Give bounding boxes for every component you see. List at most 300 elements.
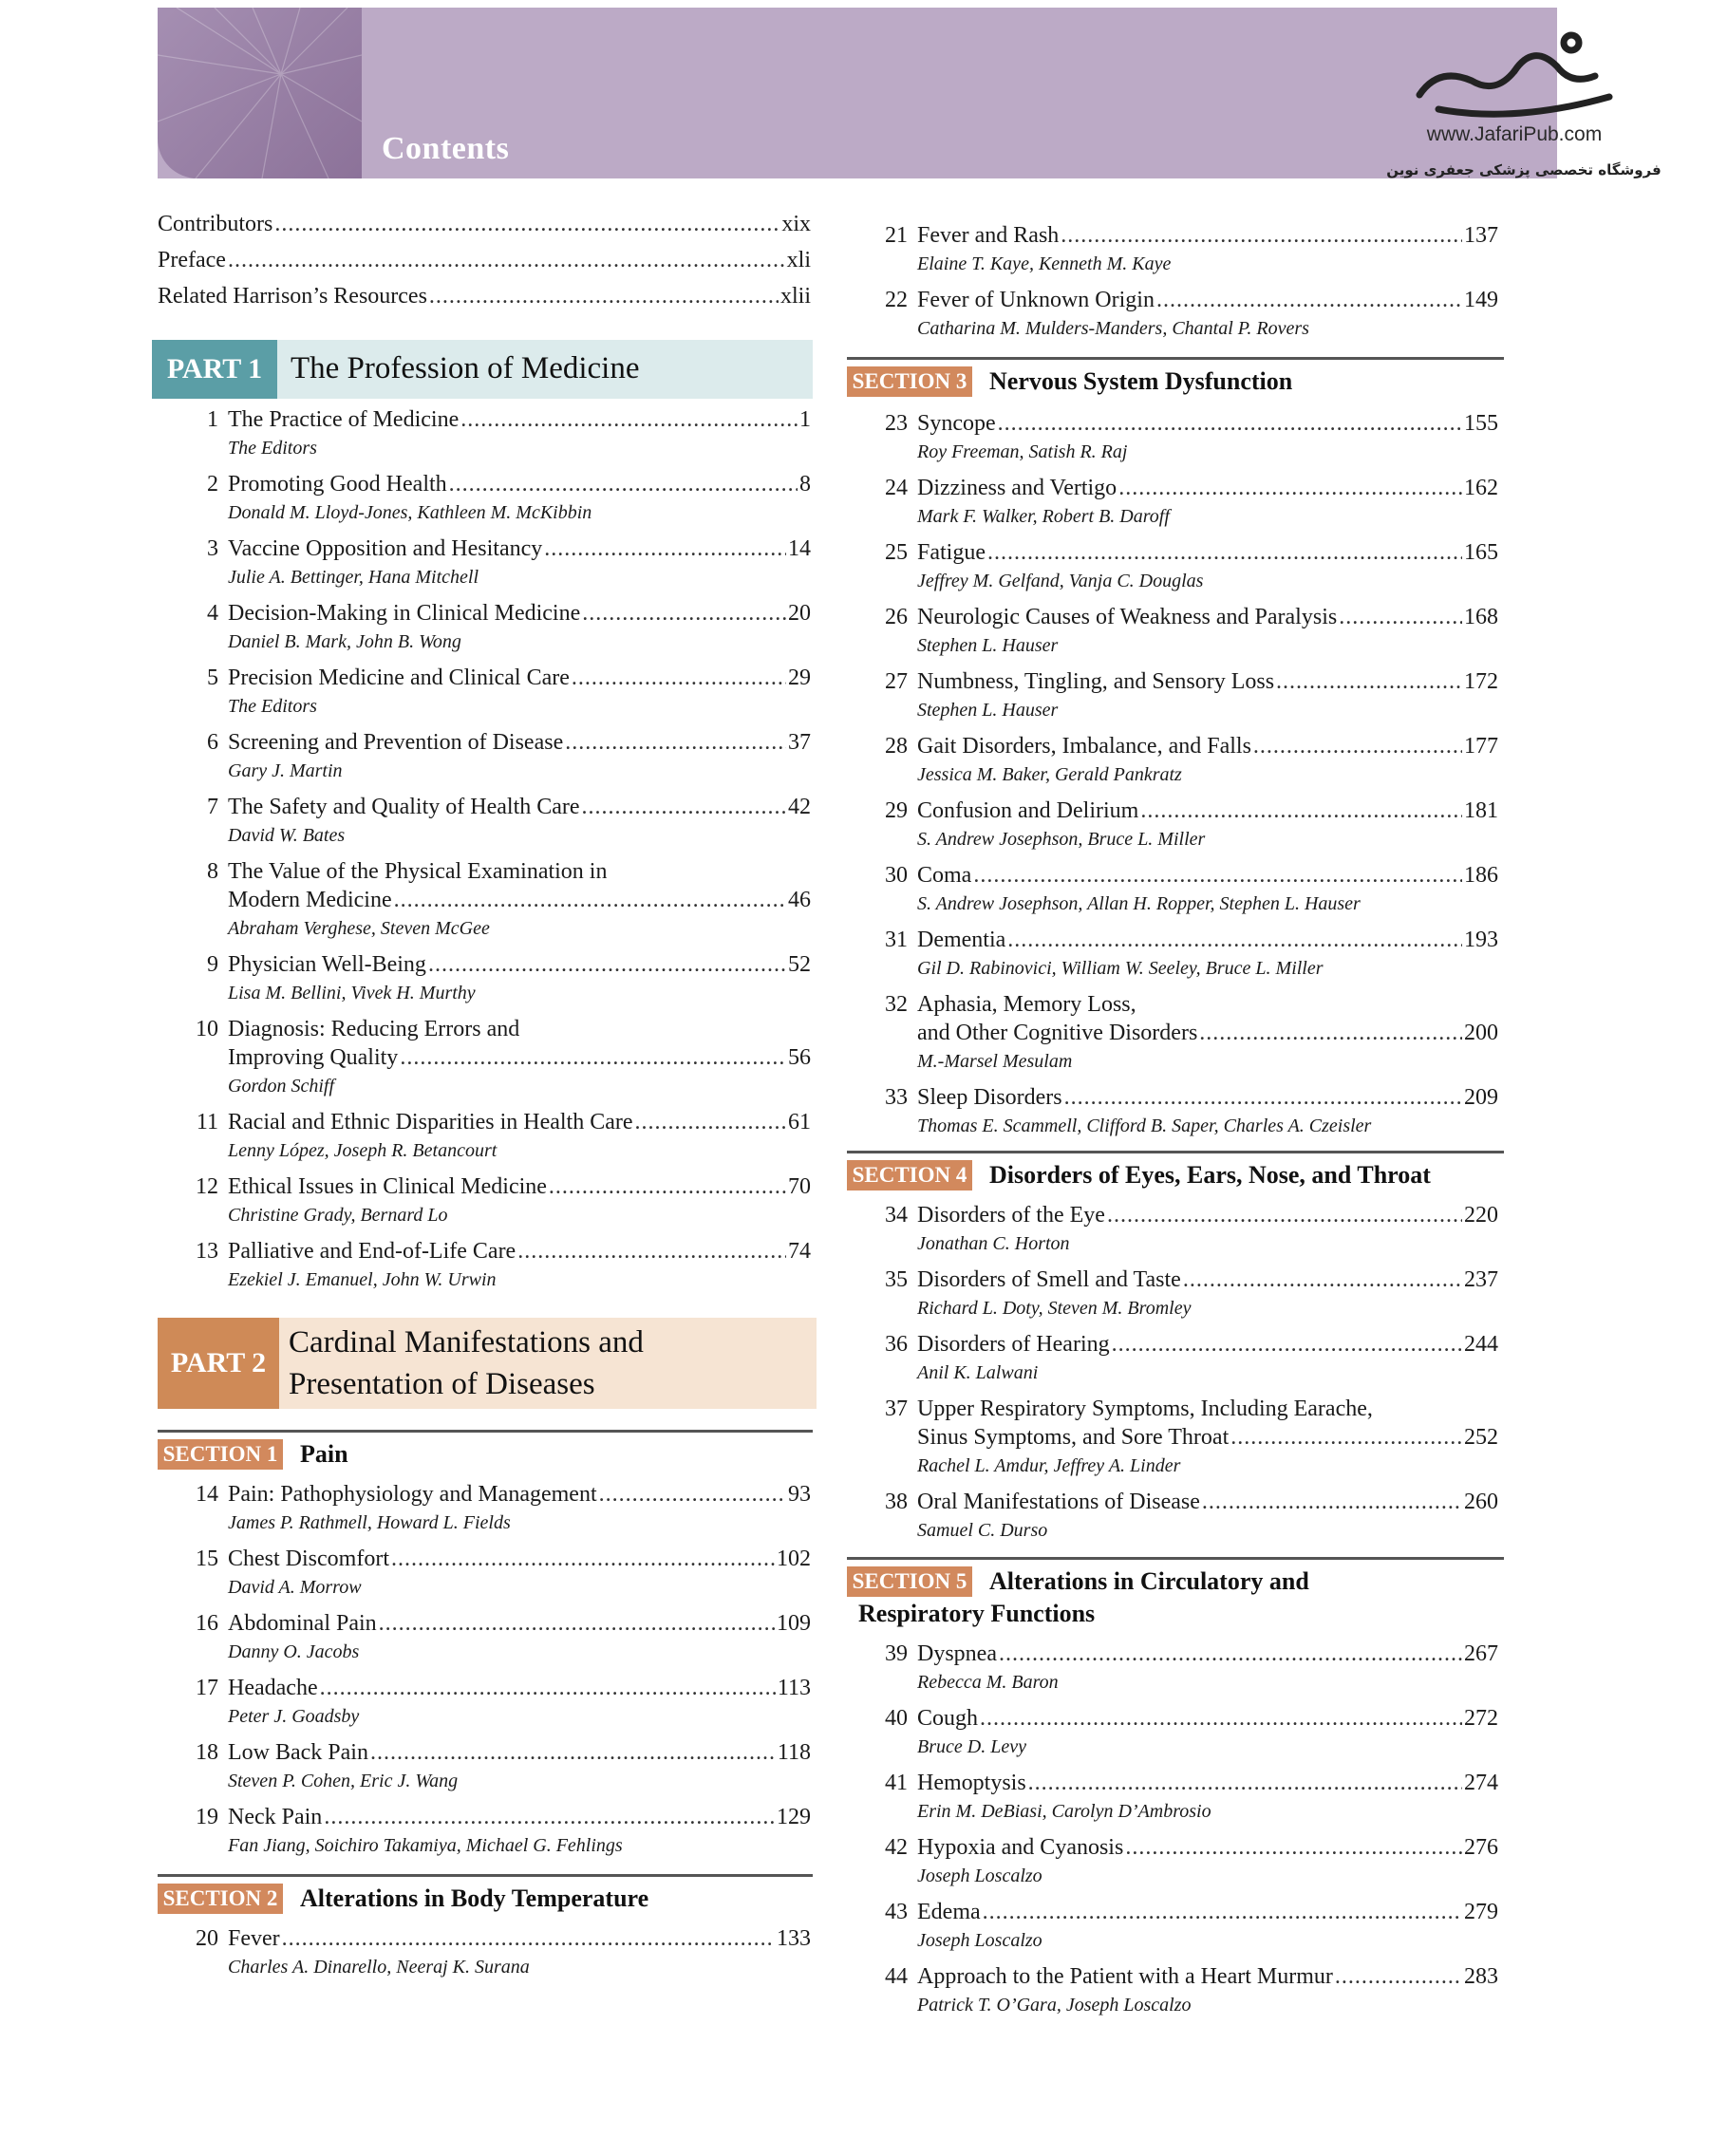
chapter-number: 10 [196,1017,218,1041]
chapter-title: Dyspnea [917,1641,997,1666]
chapter-authors: David A. Morrow [228,1577,362,1598]
leader-dots [400,1044,786,1071]
chapter-entry[interactable] [228,794,811,820]
chapter-title: Neurologic Causes of Weakness and Paralysis [917,605,1338,629]
chapter-authors: Abraham Verghese, Steven McGee [228,918,490,939]
chapter-title: Coma [917,863,972,888]
chapter-entry[interactable] [917,862,1498,889]
chapter-number: 23 [885,411,908,436]
chapter-title: and Other Cognitive Disorders [917,1021,1198,1045]
chapter-entry[interactable] [917,1705,1498,1732]
chapter-page: 14 [788,536,811,561]
chapter-title: Cough [917,1706,979,1731]
chapter-authors: Jessica M. Baker, Gerald Pankratz [917,764,1182,785]
chapter-page: 237 [1464,1267,1498,1292]
leader-dots [1199,1020,1462,1046]
chapter-page: 46 [788,888,811,912]
front-matter-page: xix [781,212,811,236]
chapter-authors: Joseph Loscalzo [917,1930,1042,1951]
chapter-number: 34 [885,1203,908,1228]
chapter-title: Approach to the Patient with a Heart Murmur [917,1964,1333,1989]
chapter-number: 21 [885,223,908,248]
leader-dots [1140,797,1462,824]
leader-dots [1028,1770,1462,1796]
chapter-page: 118 [777,1740,811,1765]
chapter-authors: Catharina M. Mulders-Manders, Chantal P. Rovers [917,318,1309,339]
chapter-page: 74 [788,1239,811,1264]
chapter-authors: Fan Jiang, Soichiro Takamiya, Michael G. Fehlings [228,1835,623,1856]
chapter-authors: Anil K. Lalwani [917,1362,1039,1383]
chapter-authors: Gordon Schiff [228,1076,335,1097]
chapter-number: 16 [196,1611,218,1636]
chapter-number: 7 [207,795,218,819]
chapter-page: 129 [777,1805,811,1829]
chapter-title: Promoting Good Health [228,472,447,497]
chapter-number: 20 [196,1926,218,1951]
chapter-page: 220 [1464,1203,1498,1228]
chapter-title: Fatigue [917,540,986,565]
chapter-page: 37 [788,730,811,755]
chapter-number: 25 [885,540,908,565]
chapter-entry[interactable] [917,287,1498,313]
chapter-entry[interactable] [917,1489,1498,1515]
chapter-entry[interactable] [917,927,1498,953]
leader-dots [282,1925,775,1952]
chapter-title: Syncope [917,411,996,436]
chapter-entry[interactable] [228,535,811,562]
chapter-authors: David W. Bates [228,825,346,846]
chapter-entry[interactable] [228,1675,811,1701]
leader-dots [1276,668,1462,695]
chapter-number: 27 [885,669,908,694]
chapter-entry[interactable] [917,1770,1498,1796]
chapter-title: The Practice of Medicine [228,407,460,432]
chapter-page: 149 [1464,288,1498,312]
leader-dots [1156,287,1462,313]
leader-dots [1107,1202,1462,1228]
chapter-authors: Lisa M. Bellini, Vivek H. Murthy [228,983,476,1003]
chapter-authors: Rachel L. Amdur, Jeffrey A. Linder [917,1455,1181,1476]
leader-dots [1253,733,1462,759]
chapter-number: 44 [885,1964,908,1989]
chapter-entry[interactable] [917,1202,1498,1228]
chapter-title: Edema [917,1900,981,1924]
chapter-authors: The Editors [228,438,317,459]
chapter-authors: Samuel C. Durso [917,1520,1048,1541]
leader-dots [429,283,779,309]
chapter-entry[interactable] [228,1610,811,1637]
chapter-number: 17 [196,1676,218,1700]
chapter-number: 8 [207,859,218,884]
chapter-entry[interactable] [917,1834,1498,1861]
chapter-authors: Daniel B. Mark, John B. Wong [228,631,461,652]
leader-dots [599,1481,786,1508]
part-2-label: PART 2 [158,1318,279,1409]
section-divider [847,1151,1504,1153]
chapter-page: 113 [777,1676,811,1700]
chapter-number: 30 [885,863,908,888]
chapter-page: 102 [777,1547,811,1571]
chapter-entry[interactable] [228,729,811,756]
leader-dots [1064,1084,1462,1111]
chapter-entry[interactable] [917,733,1498,759]
chapter-entry[interactable] [917,222,1498,249]
chapter-title: Oral Manifestations of Disease [917,1490,1200,1514]
leader-dots [517,1238,786,1265]
front-matter-label: Preface [158,248,226,272]
chapter-page: 8 [799,472,811,497]
leader-dots [1202,1489,1462,1515]
chapter-page: 267 [1464,1641,1498,1666]
chapter-number: 19 [196,1805,218,1829]
chapter-title-line1 [228,858,811,885]
chapter-title: Precision Medicine and Clinical Care [228,666,570,690]
section-3-title: Nervous System Dysfunction [989,367,1293,395]
chapter-title: Neck Pain [228,1805,323,1829]
leader-dots [1230,1424,1462,1451]
leader-dots [549,1173,786,1200]
chapter-authors: Joseph Loscalzo [917,1865,1042,1886]
chapter-title: Fever of Unknown Origin [917,288,1155,312]
chapter-page: 244 [1464,1332,1498,1357]
leader-dots [544,535,786,562]
leader-dots [973,862,1462,889]
chapter-entry[interactable] [917,1020,1498,1046]
chapter-page: 168 [1464,605,1498,629]
leader-dots [394,887,786,913]
leader-dots [1339,604,1462,630]
chapter-title: Hemoptysis [917,1771,1026,1795]
chapter-page: 276 [1464,1835,1498,1860]
chapter-title-line1 [228,1016,811,1042]
chapter-number: 2 [207,472,218,497]
leader-dots [370,1739,776,1766]
header-accent [158,8,362,178]
leader-dots [1335,1963,1462,1990]
chapter-authors: Patrick T. O’Gara, Joseph Loscalzo [917,1995,1192,2015]
chapter-authors: Roy Freeman, Satish R. Raj [917,441,1128,462]
part-2-title-line1: Cardinal Manifestations and [289,1325,644,1359]
part-1-label: PART 1 [152,340,277,399]
chapter-title: The Value of the Physical Examination in [228,859,608,884]
chapter-page: 56 [788,1045,811,1070]
chapter-number: 33 [885,1085,908,1110]
section-1-title: Pain [300,1440,348,1468]
leader-dots [228,247,785,273]
chapter-entry[interactable] [917,1640,1498,1667]
chapter-authors: Steven P. Cohen, Eric J. Wang [228,1771,459,1791]
chapter-number: 43 [885,1900,908,1924]
chapter-authors: Lenny López, Joseph R. Betancourt [228,1140,498,1161]
chapter-page: 133 [777,1926,811,1951]
chapter-authors: Christine Grady, Bernard Lo [228,1205,448,1226]
chapter-page: 279 [1464,1900,1498,1924]
chapter-number: 39 [885,1641,908,1666]
chapter-authors: Richard L. Doty, Steven M. Bromley [917,1298,1192,1319]
front-matter-label: Contributors [158,212,273,236]
part-2-title-line2: Presentation of Diseases [289,1367,595,1401]
chapter-entry[interactable] [228,1925,811,1952]
chapter-number: 3 [207,536,218,561]
chapter-title: Modern Medicine [228,888,392,912]
front-matter-row[interactable] [158,283,811,309]
chapter-number: 15 [196,1547,218,1571]
chapter-number: 11 [196,1110,218,1134]
chapter-title: Fever [228,1926,280,1951]
leader-dots [391,1546,775,1572]
chapter-page: 1 [799,407,811,432]
chapter-authors: M.-Marsel Mesulam [917,1051,1073,1072]
chapter-entry[interactable] [917,539,1498,566]
chapter-title: Improving Quality [228,1045,399,1070]
leader-dots [320,1675,776,1701]
chapter-title: Ethical Issues in Clinical Medicine [228,1174,547,1199]
chapter-entry[interactable] [917,1899,1498,1925]
chapter-authors: Elaine T. Kaye, Kenneth M. Kaye [917,253,1172,274]
chapter-page: 274 [1464,1771,1498,1795]
chapter-page: 177 [1464,734,1498,759]
chapter-entry[interactable] [228,665,811,691]
leader-dots [274,211,779,237]
section-divider [158,1430,813,1433]
chapter-authors: Danny O. Jacobs [228,1641,360,1662]
section-3-label: SECTION 3 [847,366,972,397]
chapter-title: Sinus Symptoms, and Sore Throat [917,1425,1230,1450]
chapter-authors: Rebecca M. Baron [917,1672,1059,1693]
chapter-entry[interactable] [917,475,1498,501]
chapter-number: 5 [207,666,218,690]
chapter-title: Dizziness and Vertigo [917,476,1117,500]
front-matter-page: xlii [779,284,811,309]
publisher-url[interactable]: www.JafariPub.com [1426,123,1603,145]
chapter-title: Gait Disorders, Imbalance, and Falls [917,734,1251,759]
chapter-number: 4 [207,601,218,626]
leader-dots [565,729,786,756]
chapter-number: 31 [885,928,908,952]
chapter-entry[interactable] [228,1238,811,1265]
front-matter-page: xli [786,248,811,272]
chapter-page: 252 [1464,1425,1498,1450]
chapter-title: Headache [228,1676,318,1700]
chapter-authors: Bruce D. Levy [917,1736,1026,1757]
chapter-entry[interactable] [228,1546,811,1572]
leader-dots [379,1610,775,1637]
chapter-title: Disorders of Hearing [917,1332,1110,1357]
chapter-number: 38 [885,1490,908,1514]
section-5-title-line1: Alterations in Circulatory and [989,1567,1309,1595]
chapter-entry[interactable] [917,1331,1498,1358]
chapter-entry[interactable] [228,1109,811,1135]
part-1-title: The Profession of Medicine [291,351,640,385]
chapter-title: Upper Respiratory Symptoms, Including Earache, [917,1397,1373,1421]
chapter-page: 283 [1464,1964,1498,1989]
chapter-title: Fever and Rash [917,223,1060,248]
chapter-number: 26 [885,605,908,629]
chapter-title: Disorders of the Eye [917,1203,1105,1228]
chapter-title-line1 [917,1396,1498,1422]
chapter-page: 137 [1464,223,1498,248]
leader-dots [582,600,786,627]
chapter-number: 32 [885,992,908,1017]
chapter-page: 165 [1464,540,1498,565]
leader-dots [987,539,1462,566]
chapter-title: Palliative and End-of-Life Care [228,1239,516,1264]
chapter-authors: Gil D. Rabinovici, William W. Seeley, Bruce L. Miller [917,958,1324,979]
chapter-authors: Mark F. Walker, Robert B. Daroff [917,506,1170,527]
leader-dots [1061,222,1462,249]
starburst-icon [158,8,362,178]
chapter-title: Diagnosis: Reducing Errors and [228,1017,520,1041]
chapter-title: Confusion and Delirium [917,798,1139,823]
chapter-number: 6 [207,730,218,755]
leader-dots [983,1899,1462,1925]
chapter-entry[interactable] [917,797,1498,824]
front-matter-label: Related Harrison’s Resources [158,284,427,309]
leader-dots [1007,927,1462,953]
chapter-number: 40 [885,1706,908,1731]
chapter-title-line1 [917,991,1498,1018]
chapter-title: Racial and Ethnic Disparities in Health Care [228,1110,633,1134]
chapter-entry[interactable] [917,1424,1498,1451]
leader-dots [1125,1834,1462,1861]
chapter-title: Hypoxia and Cyanosis [917,1835,1124,1860]
chapter-authors: Stephen L. Hauser [917,700,1059,721]
section-1-label: SECTION 1 [158,1439,283,1470]
chapter-entry[interactable] [917,1084,1498,1111]
chapter-entry[interactable] [228,406,811,433]
section-2-label: SECTION 2 [158,1884,283,1914]
chapter-authors: Ezekiel J. Emanuel, John W. Urwin [228,1269,497,1290]
chapter-page: 272 [1464,1706,1498,1731]
chapter-title: Dementia [917,928,1006,952]
publisher-logo-icon [1381,28,1647,123]
page-title: Contents [382,131,510,166]
chapter-authors: Thomas E. Scammell, Clifford B. Saper, Charles A. Czeisler [917,1115,1372,1136]
chapter-page: 29 [788,666,811,690]
chapter-page: 70 [788,1174,811,1199]
chapter-page: 20 [788,601,811,626]
chapter-authors: S. Andrew Josephson, Allan H. Ropper, Stephen L. Hauser [917,893,1361,914]
chapter-authors: Jeffrey M. Gelfand, Vanja C. Douglas [917,571,1204,591]
part-2-band [158,1318,817,1409]
chapter-entry[interactable] [228,600,811,627]
chapter-entry[interactable] [228,1739,811,1766]
publisher-logo [1381,28,1666,190]
chapter-page: 193 [1464,928,1498,952]
part-1-band [152,340,813,399]
chapter-number: 1 [207,407,218,432]
front-matter-row[interactable] [158,247,811,273]
chapter-page: 186 [1464,863,1498,888]
chapter-entry[interactable] [228,471,811,497]
section-divider [847,357,1504,360]
chapter-entry[interactable] [917,410,1498,437]
chapter-number: 13 [196,1239,218,1264]
leader-dots [572,665,786,691]
front-matter-row[interactable] [158,211,811,237]
chapter-number: 18 [196,1740,218,1765]
chapter-page: 52 [788,952,811,977]
chapter-entry[interactable] [228,1804,811,1830]
chapter-number: 36 [885,1332,908,1357]
chapter-authors: Jonathan C. Horton [917,1233,1070,1254]
leader-dots [999,1640,1462,1667]
chapter-title: Low Back Pain [228,1740,368,1765]
header-band [158,8,1557,178]
chapter-page: 93 [788,1482,811,1507]
leader-dots [460,406,798,433]
chapter-page: 61 [788,1110,811,1134]
leader-dots [324,1804,775,1830]
chapter-authors: Charles A. Dinarello, Neeraj K. Surana [228,1957,530,1978]
publisher-tagline: فروشگاه تخصصی پزشکی جعفری نوین [1386,161,1662,178]
chapter-number: 35 [885,1267,908,1292]
section-5-title-line2: Respiratory Functions [858,1600,1096,1627]
leader-dots [980,1705,1462,1732]
chapter-authors: James P. Rathmell, Howard L. Fields [228,1512,511,1533]
chapter-entry[interactable] [917,1266,1498,1293]
section-4-title: Disorders of Eyes, Ears, Nose, and Throat [989,1161,1431,1189]
chapter-entry[interactable] [228,951,811,978]
chapter-page: 162 [1464,476,1498,500]
chapter-page: 209 [1464,1085,1498,1110]
chapter-page: 181 [1464,798,1498,823]
chapter-number: 24 [885,476,908,500]
chapter-number: 12 [196,1174,218,1199]
section-4-label: SECTION 4 [847,1160,972,1190]
chapter-entry[interactable] [228,1173,811,1200]
chapter-entry[interactable] [228,1481,811,1508]
leader-dots [1183,1266,1462,1293]
chapter-entry[interactable] [228,1044,811,1071]
chapter-authors: Gary J. Martin [228,760,343,781]
section-divider [847,1557,1504,1560]
chapter-title: Abdominal Pain [228,1611,377,1636]
chapter-title: Aphasia, Memory Loss, [917,992,1136,1017]
chapter-authors: Julie A. Bettinger, Hana Mitchell [228,567,479,588]
chapter-number: 41 [885,1771,908,1795]
chapter-title: Pain: Pathophysiology and Management [228,1482,597,1507]
chapter-number: 29 [885,798,908,823]
leader-dots [449,471,798,497]
chapter-number: 42 [885,1835,908,1860]
chapter-title: Chest Discomfort [228,1547,389,1571]
chapter-number: 28 [885,734,908,759]
leader-dots [428,951,786,978]
chapter-title: Vaccine Opposition and Hesitancy [228,536,543,561]
chapter-entry[interactable] [917,668,1498,695]
section-divider [158,1874,813,1877]
chapter-title: Disorders of Smell and Taste [917,1267,1181,1292]
leader-dots [582,794,786,820]
chapter-authors: S. Andrew Josephson, Bruce L. Miller [917,829,1206,850]
chapter-authors: Erin M. DeBiasi, Carolyn D’Ambrosio [917,1801,1211,1822]
chapter-entry[interactable] [917,1963,1498,1990]
chapter-entry[interactable] [917,604,1498,630]
chapter-page: 109 [777,1611,811,1636]
chapter-title: Screening and Prevention of Disease [228,730,564,755]
chapter-title: The Safety and Quality of Health Care [228,795,580,819]
chapter-authors: Donald M. Lloyd-Jones, Kathleen M. McKibbin [228,502,592,523]
chapter-page: 172 [1464,669,1498,694]
chapter-page: 200 [1464,1021,1498,1045]
chapter-authors: Peter J. Goadsby [228,1706,360,1727]
chapter-number: 22 [885,288,908,312]
chapter-entry[interactable] [228,887,811,913]
chapter-title: Numbness, Tingling, and Sensory Loss [917,669,1275,694]
chapter-number: 14 [196,1482,218,1507]
chapter-page: 260 [1464,1490,1498,1514]
